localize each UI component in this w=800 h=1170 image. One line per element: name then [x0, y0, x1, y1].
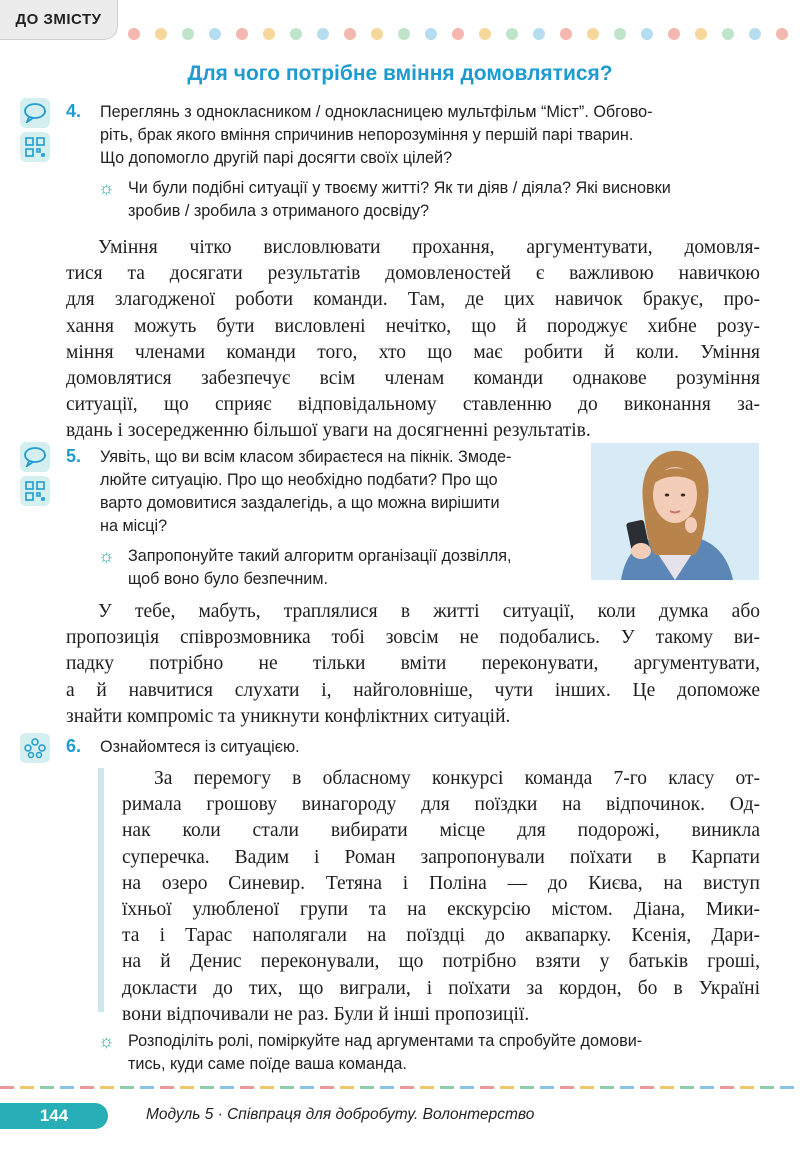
qr-icon[interactable]	[20, 476, 50, 506]
text-line: За перемогу в обласному конкурсі команда 7-го класу от-	[154, 768, 760, 789]
decorative-dot	[236, 28, 248, 40]
sun-icon: ☼	[98, 178, 115, 198]
decorative-dot	[587, 28, 599, 40]
text-line: ріть, брак якого вміння спричинив непорозуміння у першій парі тварин.	[100, 126, 634, 144]
discussion-icon	[20, 442, 50, 472]
text-line: нак коли стали вибирати місце для подорожі, виникла	[122, 820, 760, 842]
discussion-icon	[20, 98, 50, 128]
decorative-dot	[182, 28, 194, 40]
text-line: вони відпочивали не раз. Були й інші пропозиції.	[122, 1003, 530, 1025]
task-4-sub	[128, 177, 768, 223]
text-line: для злагодженої роботи команди. Там, де цих навичок бракує, про-	[66, 289, 760, 311]
qr-icon[interactable]	[20, 132, 50, 162]
text-line: У тебе, мабуть, траплялися в житті ситуації, коли думка або	[98, 601, 760, 622]
group-work-icon	[20, 733, 50, 763]
text-line: Розподіліть ролі, поміркуйте над аргументами та спробуйте домови-	[128, 1032, 643, 1050]
text-line: міння членами команди того, хто що має робити й коли. Уміння	[66, 341, 760, 363]
text-line: Переглянь з однокласником / однокласницею мультфільм “Міст”. Обгово-	[100, 103, 653, 121]
task-number-6: 6.	[66, 736, 82, 756]
text-line: на місці?	[100, 517, 168, 535]
decorative-dot	[479, 28, 491, 40]
paragraph-1	[66, 235, 760, 445]
page-number: 144	[0, 1103, 108, 1129]
sun-icon: ☼	[98, 546, 115, 566]
text-line: падку потрібно не тільки вміти переконувати, аргументувати,	[66, 653, 760, 675]
decorative-dot	[155, 28, 167, 40]
text-line: Уявіть, що ви всім класом збираєтеся на пікнік. Змоде-	[100, 448, 512, 466]
text-line: зробив / зробила з отриманого досвіду?	[128, 202, 429, 220]
decorative-dot	[641, 28, 653, 40]
decorative-dot	[452, 28, 464, 40]
decorative-dot	[128, 28, 140, 40]
text-line: їхньої улюбленої групи та на екскурсію містом. Діана, Мики-	[122, 899, 760, 921]
decorative-dot	[317, 28, 329, 40]
task-number-5: 5.	[66, 446, 82, 466]
text-line: ситуації, що сприяє відповідальному ставленню до виконання за-	[66, 394, 760, 416]
decorative-dot	[263, 28, 275, 40]
task-number-4: 4.	[66, 101, 82, 121]
decorative-dot	[425, 28, 437, 40]
decorative-dot	[290, 28, 302, 40]
decorative-dot	[560, 28, 572, 40]
girl-with-phone-photo	[591, 443, 759, 580]
paragraph-2	[66, 599, 760, 730]
text-line: знайти компроміс та уникнути конфліктних ситуацій.	[66, 705, 511, 727]
decorative-dot	[209, 28, 221, 40]
decorative-dot	[695, 28, 707, 40]
text-line: люйте ситуацію. Про що необхідно подбати? Про що	[100, 471, 498, 489]
text-line: Чи були подібні ситуації у твоєму житті? Як ти діяв / діяла? Які висновки	[128, 179, 671, 197]
footer-divider	[0, 1086, 800, 1089]
text-line: Запропонуйте такий алгоритм організації дозвілля,	[128, 547, 512, 565]
text-line: тися та досягати результатів домовленостей є важливою навичкою	[66, 263, 760, 285]
text-line: на й Денис переконували, що потрібно взяти у батьків гроші,	[122, 951, 760, 973]
text-line: докласти до тих, що виграли, і поїхати за кордон, бо в Україні	[122, 977, 760, 999]
task-5-text	[100, 446, 580, 538]
text-line: домовлятися забезпечує всім членам команди однакове розуміння	[66, 368, 760, 390]
text-line: щоб воно було безпечним.	[128, 570, 328, 588]
decorative-dot	[533, 28, 545, 40]
task-6-intro: Ознайомтеся із ситуацією.	[100, 738, 300, 756]
sun-icon: ☼	[98, 1031, 115, 1051]
text-line: римала грошову винагороду для поїздки на відпочинок. Од-	[122, 794, 760, 816]
decorative-dot	[749, 28, 761, 40]
text-line: Що допомогло другій парі досягти своїх цілей?	[100, 149, 453, 167]
situation-quote	[122, 766, 760, 1028]
decorative-dots	[128, 28, 800, 42]
text-line: пропозиція співрозмовника тобі зовсім не подобались. У такому ви-	[66, 627, 760, 649]
footer-module-title: Модуль 5 · Співпраця для добробуту. Волонтерство	[146, 1106, 535, 1123]
text-line: на озеро Синевир. Тетяна і Поліна — до Києва, на виступ	[122, 872, 760, 894]
quote-bar	[98, 768, 104, 1012]
decorative-dot	[344, 28, 356, 40]
text-line: а й навчитися слухати і, найголовніше, чути інших. Це допоможе	[66, 679, 760, 701]
text-line: Уміння чітко висловлювати прохання, аргументувати, домовля-	[98, 237, 760, 258]
text-line: варто домовитися заздалегідь, а що можна вирішити	[100, 494, 500, 512]
decorative-dot	[668, 28, 680, 40]
section-heading: Для чого потрібне вміння домовлятися?	[187, 62, 613, 85]
task-5-sub	[128, 545, 578, 591]
text-line: тись, куди саме поїде ваша команда.	[128, 1055, 407, 1073]
decorative-dot	[371, 28, 383, 40]
decorative-dot	[722, 28, 734, 40]
task-6-sub	[128, 1030, 768, 1076]
decorative-dot	[776, 28, 788, 40]
text-line: та і Тарас наполягали на поїздці до аквапарку. Ксенія, Дари-	[122, 925, 760, 947]
text-line: суперечка. Вадим і Роман запропонували поїхати в Карпати	[122, 846, 760, 868]
decorative-dot	[398, 28, 410, 40]
text-line: вдань і зосередженню більшої уваги на досягненні результатів.	[66, 420, 591, 442]
decorative-dot	[506, 28, 518, 40]
task-4-text	[100, 101, 760, 170]
toc-button[interactable]: ДО ЗМІСТУ	[0, 0, 118, 40]
text-line: хання можуть бути висловлені нечітко, що й породжує хибне розу-	[66, 315, 760, 337]
decorative-dot	[614, 28, 626, 40]
